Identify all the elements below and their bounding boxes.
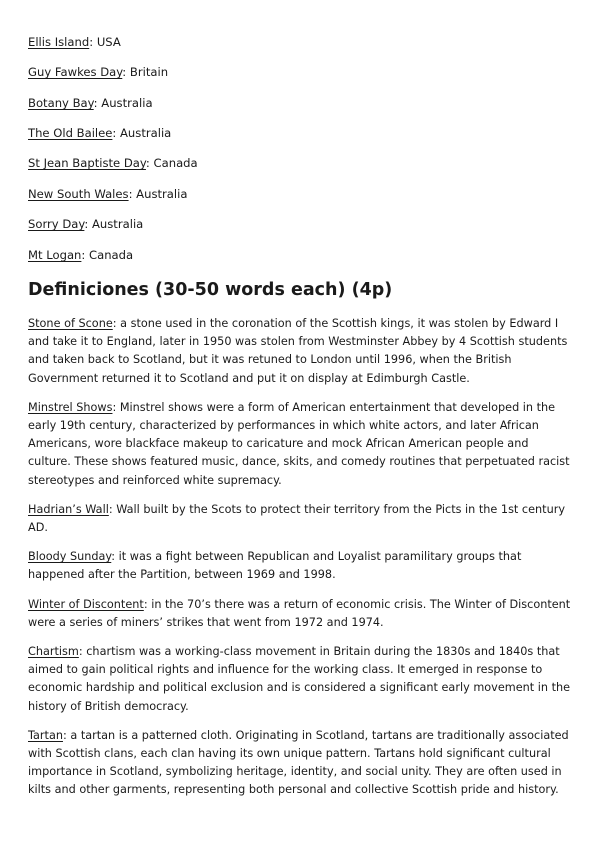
definition-text: a tartan is a patterned cloth. Originating in Scotland, tartans are traditionally associated with Scottish clans, each clan having its own unique pattern. Tartans hold significant cultural importance in Scotland, symbolizing heritage, identity, and social unity. They are often used in kilts and other garments, representing both personal and collective Scottish pride and history. xyxy=(28,728,569,797)
definition-term: Winter of Discontent xyxy=(28,597,144,611)
place-item: Ellis Island: USA xyxy=(28,35,121,49)
definition-term: Tartan xyxy=(28,728,63,742)
definition-item: Hadrian’s Wall: Wall built by the Scots to protect their territory from the Picts in the 1st century AD. xyxy=(28,502,565,535)
definition-term: Hadrian’s Wall xyxy=(28,502,109,516)
definition-term: Bloody Sunday xyxy=(28,550,112,564)
definition-item: Tartan: a tartan is a patterned cloth. Originating in Scotland, tartans are traditionally associated with Scottish clans, each clan having its own unique pattern. Tartans hold significant cultural importance in Scotland, symbolizing heritage, identity, and social unity. They are often used in kilts and other garments, representing both personal and collective Scottish pride and history. xyxy=(28,728,569,797)
place-country: Australia xyxy=(136,187,188,201)
place-item: New South Wales: Australia xyxy=(28,187,188,201)
place-item: Sorry Day: Australia xyxy=(28,217,144,231)
place-term: Mt Logan xyxy=(28,248,82,262)
definition-term: Chartism xyxy=(28,645,79,659)
definition-text: Minstrel shows were a form of American entertainment that developed in the early 19th century, characterized by performances in which white actors, and later African Americans, wore blackface makeup to caricature and mock African American people and culture. These shows featured music, dance, skits, and comedy routines that perpetuated racist stereotypes and reinforced white supremacy. xyxy=(28,400,570,487)
definition-item: Minstrel Shows: Minstrel shows were a form of American entertainment that developed in the early 19th century, characterized by performances in which white actors, and later African Americans, wore blackface makeup to caricature and mock African American people and culture. These shows featured music, dance, skits, and comedy routines that perpetuated racist stereotypes and reinforced white supremacy. xyxy=(28,400,570,487)
place-term: The Old Bailee xyxy=(28,126,113,140)
definition-term: Minstrel Shows xyxy=(28,400,113,414)
place-country: Australia xyxy=(101,96,153,110)
place-item: The Old Bailee: Australia xyxy=(28,126,172,140)
section-title: Definiciones (30-50 words each) (4p) xyxy=(28,280,393,300)
place-item: Mt Logan: Canada xyxy=(28,248,134,262)
place-item: St Jean Baptiste Day: Canada xyxy=(28,156,198,170)
place-term: Sorry Day xyxy=(28,217,85,231)
place-term: Ellis Island xyxy=(28,35,90,49)
definition-text: Wall built by the Scots to protect their territory from the Picts in the 1st century AD. xyxy=(28,502,565,535)
place-term: Botany Bay xyxy=(28,96,94,110)
place-country: Canada xyxy=(153,156,198,170)
definition-text: in the 70’s there was a return of economic crisis. The Winter of Discontent were a series of miners’ strikes that went from 1972 and 1974. xyxy=(28,597,571,629)
definition-text: a stone used in the coronation of the Scottish kings, it was stolen by Edward I and take it to England, later in 1950 was stolen from Westminster Abbey by 4 Scottish students and taken back to Scotland, but it was retuned to London until 1996, when the British Government returned it to Scotland and put it on display at Edimburgh Castle. xyxy=(28,317,568,385)
place-country: Britain xyxy=(129,65,169,79)
place-term: Guy Fawkes Day xyxy=(28,65,123,79)
place-term: St Jean Baptiste Day xyxy=(28,156,146,170)
definition-item: Stone of Scone: a stone used in the coronation of the Scottish kings, it was stolen by Edward I and take it to England, later in 1950 was stolen from Westminster Abbey by 4 Scottish students and taken back to Scotland, but it was retuned to London until 1996, when the British Government returned it to Scotland and put it on display at Edimburgh Castle. xyxy=(28,317,568,385)
place-country: Australia xyxy=(91,217,144,231)
definition-item: Bloody Sunday: it was a fight between Republican and Loyalist paramilitary groups that happened after the Partition, between 1969 and 1998. xyxy=(28,550,522,582)
definition-item: Winter of Discontent: in the 70’s there was a return of economic crisis. The Winter of Discontent were a series of miners’ strikes that went from 1972 and 1974. xyxy=(28,597,571,629)
place-country: Canada xyxy=(89,248,134,262)
place-country: USA xyxy=(96,35,121,49)
definition-term: Stone of Scone xyxy=(28,317,113,330)
place-term: New South Wales xyxy=(28,187,129,201)
definition-item: Chartism: chartism was a working-class movement in Britain during the 1830s and 1840s that aimed to gain political rights and influence for the working class. It emerged in response to economic hardship and political exclusion and is considered a significant early movement in the history of British democracy. xyxy=(28,645,571,713)
place-item: Botany Bay: Australia xyxy=(28,96,153,110)
place-item: Guy Fawkes Day: Britain xyxy=(28,65,169,79)
place-country: Australia xyxy=(120,126,172,140)
definition-text: chartism was a working-class movement in Britain during the 1830s and 1840s that aimed to gain political rights and influence for the working class. It emerged in response to economic hardship and political exclusion and is considered a significant early movement in the history of British democracy. xyxy=(28,645,571,713)
definitions-list xyxy=(28,315,574,811)
definition-text: it was a fight between Republican and Loyalist paramilitary groups that happened after the Partition, between 1969 and 1998. xyxy=(28,550,522,582)
